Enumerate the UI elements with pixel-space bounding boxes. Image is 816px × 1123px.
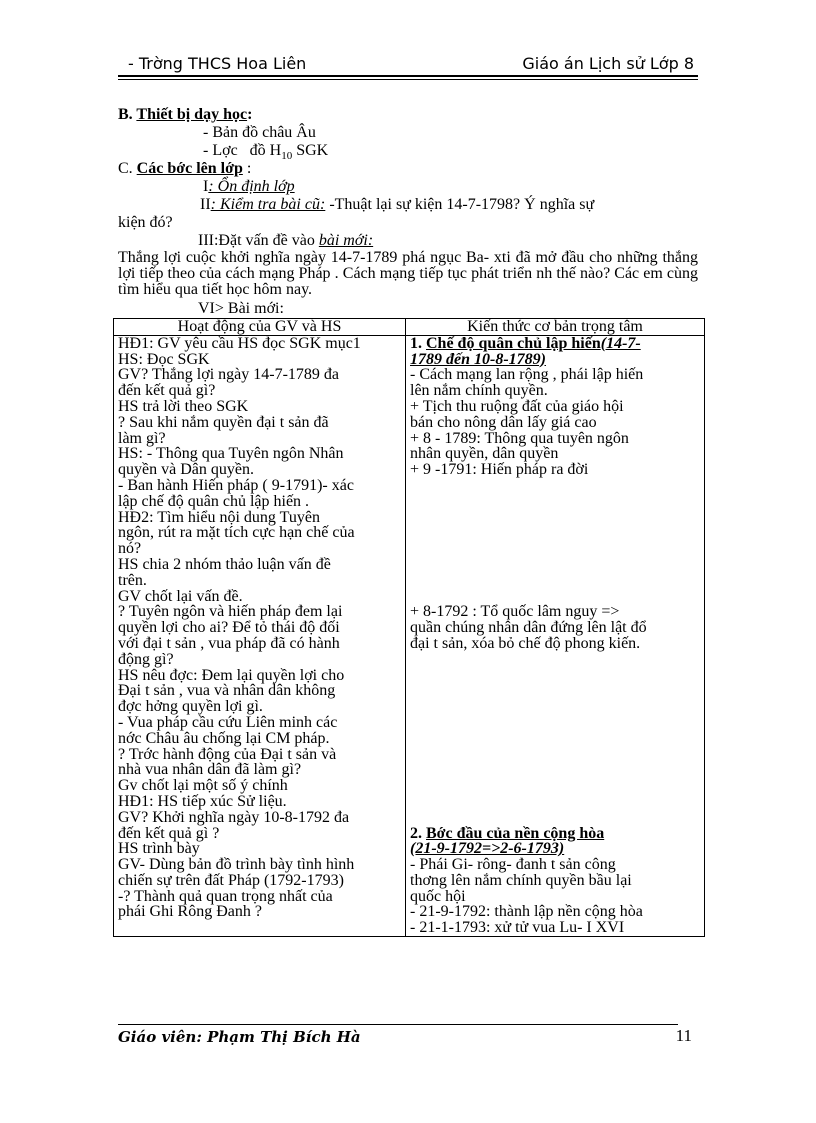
activity-line: phái Ghi Rông Đanh ? <box>118 903 262 921</box>
step-3: III:Đặt vấn đề vào bài mới: <box>198 232 374 249</box>
step-1-label: : Ổn định lớp <box>208 178 295 195</box>
knowledge-line: + Tịch thu ruộng đất của giáo hội <box>410 397 624 415</box>
activity-line: HS trả lời theo SGK <box>118 397 249 415</box>
knowledge-line: + 9 -1791: Hiến pháp ra đời <box>410 461 589 479</box>
topic-2-heading: 2. Bớc đầu của nền cộng hòa <box>410 824 605 842</box>
activity-line: HS trình bày <box>118 840 200 858</box>
activity-line: Gv chốt lại một số ý chính <box>118 777 288 795</box>
activity-line: ? Sau khi nắm quyền đại t sản đã <box>118 413 329 431</box>
knowledge-cell <box>406 335 705 936</box>
section-b-title: Thiết bị dạy học <box>136 106 248 123</box>
column-header-knowledge: Kiến thức cơ bản trọng tâm <box>406 319 705 336</box>
table-row <box>114 335 705 936</box>
activity-line: đến kết quả gì ? <box>118 824 220 842</box>
activity-line: ? Tuyên ngôn và hiến pháp đem lại <box>118 603 343 621</box>
step-4: VI> Bài mới: <box>198 300 284 317</box>
knowledge-line: đại t sản, xóa bỏ chế độ phong kiến. <box>410 634 641 652</box>
knowledge-line: + 8 - 1789: Thông qua tuyên ngôn <box>410 429 629 447</box>
activity-line: HĐ2: Tìm hiểu nội dung Tuyên <box>118 508 320 526</box>
section-b-heading: B. Thiết bị dạy học: <box>118 106 253 123</box>
activity-line: HS chia 2 nhóm thảo luận vấn đề <box>118 555 331 573</box>
activity-line: ? Trớc hành động của Đại t sản và <box>118 745 337 763</box>
activity-line: đến kết quả gì? <box>118 382 216 400</box>
knowledge-line: quốc hội <box>410 887 466 905</box>
knowledge-line: lên nắm chính quyền. <box>410 382 548 400</box>
activity-line: Đại t sản , vua và nhân dân không <box>118 682 336 700</box>
activity-line: HĐ1: HS tiếp xúc Sử liệu. <box>118 792 287 810</box>
section-c-title: Các bớc lên lớp <box>136 160 243 177</box>
step-2-label: : Kiểm tra bài cũ: <box>210 196 326 213</box>
topic-2-title: Bớc đầu của nền cộng hòa <box>426 824 605 842</box>
section-c-heading: C. Các bớc lên lớp : <box>118 160 252 177</box>
activity-line: chiến sự trên đất Pháp (1792-1793) <box>118 871 344 889</box>
footer-teacher: Giáo viên: Phạm Thị Bích Hà <box>118 1028 361 1046</box>
topic-1-dates: (14-7- <box>600 334 641 352</box>
knowledge-line: - 21-1-1793: xử tử vua Lu- I XVI <box>410 919 625 937</box>
activity-line: nhà vua nhân dân đã làm gì? <box>118 761 302 779</box>
step-2: II: Kiểm tra bài cũ: -Thuật lại sự kiện 14-7-1798? Ý nghĩa sự <box>200 196 595 213</box>
activity-line: với đại t sản , vua pháp đã có hành <box>118 634 340 652</box>
activity-line: HS nêu đợc: Đem lại quyền lợi cho <box>118 666 345 684</box>
activity-line: HĐ1: GV yêu cầu HS đọc SGK mục1 <box>118 334 361 352</box>
activities-cell <box>114 335 406 936</box>
activity-line: động gì? <box>118 650 174 668</box>
activity-line: ngôn, rút ra mặt tích cực hạn chế của <box>118 524 355 542</box>
header-rule-thin <box>118 79 698 80</box>
activity-line: làm gì? <box>118 429 166 447</box>
topic-1-dates-cont: 1789 đến 10-8-1789) <box>410 350 546 368</box>
activity-line: - Vua pháp cầu cứu Liên minh các <box>118 713 338 731</box>
activity-line: GV? Khởi nghĩa ngày 10-8-1792 đa <box>118 808 350 826</box>
footer-rule <box>118 1024 678 1025</box>
step-2-question-cont: kiện đó? <box>118 214 173 231</box>
knowledge-line: - Phái Gi- rông- đanh t sản công <box>410 856 616 874</box>
page-number: 11 <box>675 1026 692 1045</box>
topic-1-heading: 1. Chế độ quân chủ lập hiến(14-7- <box>410 334 641 352</box>
knowledge-line: - Cách mạng lan rộng , phái lập hiến <box>410 366 644 384</box>
activity-line: HS: Đọc SGK <box>118 350 210 368</box>
header-rule-thick <box>118 75 698 77</box>
knowledge-line: thơng lên nắm chính quyền bầu lại <box>410 871 632 889</box>
activity-line: GV? Thắng lợi ngày 14-7-1789 đa <box>118 366 340 384</box>
activity-line: GV chốt lại vấn đề. <box>118 587 243 605</box>
activity-line: quyền và Dân quyền. <box>118 461 254 479</box>
activity-line: nó? <box>118 540 142 558</box>
activity-line: nớc Châu âu chống lại CM pháp. <box>118 729 330 747</box>
activity-line: HS: - Thông qua Tuyên ngôn Nhân <box>118 445 344 463</box>
step-3-label: bài mới: <box>318 232 374 249</box>
knowledge-line: nhân quyền, dân quyền <box>410 445 559 463</box>
activity-line: đợc hởng quyền lợi gì. <box>118 698 263 716</box>
header-subject: Giáo án Lịch sử Lớp 8 <box>522 54 694 73</box>
topic-2-dates: (21-9-1792=>2-6-1793) <box>410 840 565 858</box>
table-header-row <box>114 319 705 336</box>
activity-line: lập chế độ quân chủ lập hiến . <box>118 492 310 510</box>
lesson-intro: Thắng lợi cuộc khởi nghĩa ngày 14-7-1789 phá ngục Ba- xti đã mở đầu cho những thắng lợi tiếp theo của cách mạng Pháp . Cách mạng tiếp tục phát triển nh thế nào? Các em cùng tìm hiểu qua tiết học hôm nay. <box>118 249 698 298</box>
knowledge-line: - 21-9-1792: thành lập nền cộng hòa <box>410 903 643 921</box>
knowledge-line: + 8-1792 : Tổ quốc lâm nguy => <box>410 603 620 621</box>
column-header-activities: Hoạt động của GV và HS <box>114 319 406 336</box>
activity-line: quyền lợi cho ai? Để tỏ thái độ đối <box>118 619 340 637</box>
knowledge-line: bán cho nông dân lấy giá cao <box>410 413 597 431</box>
header-school: - Trờng THCS Hoa Liên <box>128 54 307 73</box>
activity-line: GV- Dùng bản đồ trình bày tình hình <box>118 856 355 874</box>
step-1: I: Ổn định lớp <box>203 178 295 195</box>
step-2-question: -Thuật lại sự kiện 14-7-1798? Ý nghĩa sự <box>325 196 595 213</box>
activity-line: - Ban hành Hiến pháp ( 9-1791)- xác <box>118 476 354 494</box>
activity-line: -? Thành quả quan trọng nhất của <box>118 887 333 905</box>
activity-line: trên. <box>118 571 147 589</box>
equipment-item: - Lợc đồ $H_{10}$ SGK <box>203 142 329 163</box>
lesson-table <box>113 318 705 937</box>
topic-1-title: Chế độ quân chủ lập hiến <box>426 334 601 352</box>
page-header <box>118 54 698 76</box>
knowledge-line: quần chúng nhân dân đứng lên lật đổ <box>410 619 647 637</box>
equipment-item: - Bản đồ châu Âu <box>203 124 316 141</box>
